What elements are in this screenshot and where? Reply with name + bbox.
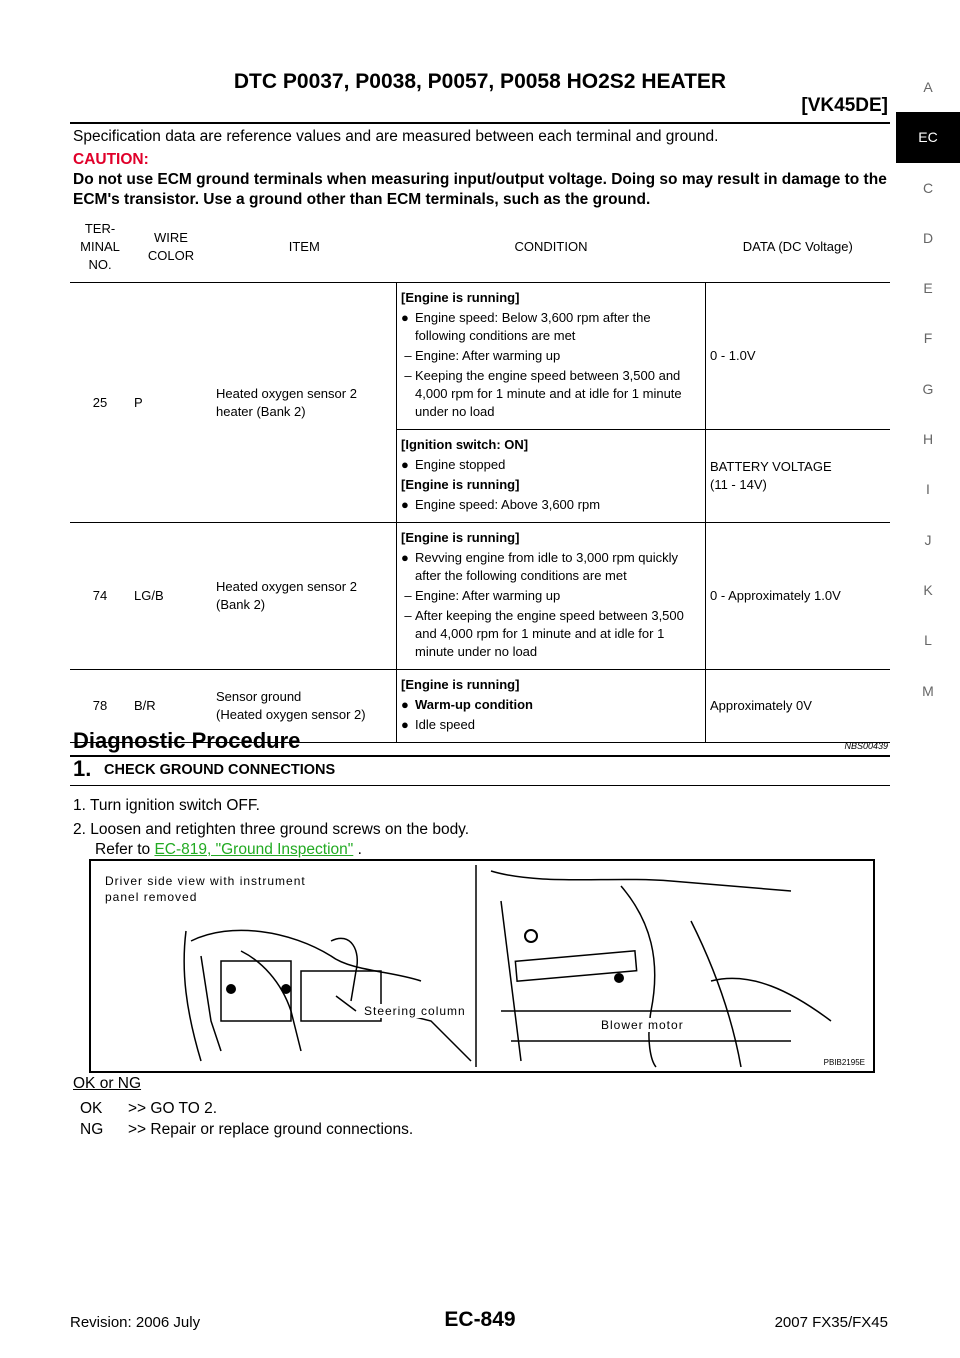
condition-heading: [Engine is running] — [401, 477, 520, 492]
condition-dash: Engine: After warming up — [415, 588, 561, 603]
figure-code: PBIB2195E — [823, 1058, 865, 1067]
refer-prefix: Refer to — [95, 841, 155, 858]
condition-bullet: Engine speed: Above 3,600 rpm — [415, 497, 601, 512]
header-terminal: TER- MINAL NO. — [70, 212, 130, 283]
condition-dash: Engine: After warming up — [415, 348, 561, 363]
page-title: DTC P0037, P0038, P0057, P0058 HO2S2 HEATER — [233, 70, 727, 93]
section-tab-j[interactable]: J — [924, 531, 932, 548]
condition-bullet: Revving engine from idle to 3,000 rpm quickly after the following conditions are met — [415, 550, 679, 583]
step-title: CHECK GROUND CONNECTIONS — [104, 762, 336, 778]
section-tab-a[interactable]: A — [923, 79, 933, 95]
terminal-cell: 74 — [70, 523, 130, 670]
result-ng: NG >> Repair or replace ground connections. — [80, 1121, 414, 1138]
section-heading: Diagnostic Procedure — [73, 728, 301, 753]
wire-cell: B/R — [130, 670, 212, 743]
condition-bullet: Engine stopped — [415, 457, 506, 472]
ground-inspection-link[interactable]: EC-819, "Ground Inspection" — [154, 841, 354, 858]
wire-cell: LG/B — [130, 523, 212, 670]
condition-heading: [Ignition switch: ON] — [401, 437, 529, 452]
figure-caption-left: Driver side view with instrument panel removed — [105, 874, 306, 904]
section-tab-l[interactable]: L — [924, 632, 932, 649]
data-cell: 0 - 1.0V — [706, 283, 891, 430]
section-code: NBS00439 — [844, 741, 888, 751]
figure-label-steering: Steering column — [364, 1004, 466, 1018]
section-tab-k[interactable]: K — [923, 581, 933, 598]
condition-cell — [397, 430, 706, 523]
dash-icon: – — [404, 368, 412, 383]
caution-text: Do not use ECM ground terminals when measuring input/output voltage. Doing so may result in damage to the ECM's transistor. Use a ground other than ECM terminals, such as the ground. — [73, 171, 887, 208]
section-tab-c[interactable]: C — [922, 179, 934, 196]
bullet-icon: ● — [401, 717, 409, 732]
condition-cell — [397, 523, 706, 670]
section-tab-m[interactable]: M — [922, 682, 934, 699]
condition-heading: [Engine is running] — [401, 530, 520, 545]
step-number: 1. — [73, 756, 92, 781]
terminal-spec-table — [70, 212, 890, 743]
table-header-row — [70, 212, 890, 283]
condition-dash: Keeping the engine speed between 3,500 and 4,000 rpm for 1 minute and at idle for 1 minute under no load — [415, 368, 682, 419]
section-tab-ec[interactable]: EC — [896, 112, 960, 162]
section-tabs — [896, 62, 960, 716]
data-cell: BATTERY VOLTAGE (11 - 14V) — [706, 430, 891, 523]
condition-cell — [397, 283, 706, 430]
result-ok: OK >> GO TO 2. — [80, 1100, 218, 1117]
bullet-icon: ● — [401, 457, 409, 472]
bullet-icon: ● — [401, 310, 409, 325]
ground-screw-icon — [281, 984, 291, 994]
intro-text: Specification data are reference values and are measured between each terminal and ground. — [73, 128, 719, 145]
item-cell: Heated oxygen sensor 2 (Bank 2) — [212, 523, 397, 670]
dash-icon: – — [404, 348, 412, 363]
section-tab-i[interactable]: I — [926, 481, 930, 498]
ground-screws-figure — [89, 859, 875, 1073]
section-rule — [70, 755, 890, 757]
list-item: 1. Turn ignition switch OFF. — [73, 797, 260, 814]
dash-icon: – — [404, 608, 412, 623]
condition-bullet: Idle speed — [415, 717, 475, 732]
item-cell: Sensor ground (Heated oxygen sensor 2) — [212, 670, 397, 743]
condition-heading: [Engine is running] — [401, 290, 520, 305]
engine-code: [VK45DE] — [801, 95, 888, 116]
result-list — [73, 1098, 413, 1140]
header-wire-color: WIRE COLOR — [130, 212, 212, 283]
section-tab-g[interactable]: G — [922, 380, 934, 397]
section-tab-d[interactable]: D — [922, 229, 934, 246]
header-rule — [70, 122, 890, 124]
terminal-cell: 78 — [70, 670, 130, 743]
list-item: 2. Loosen and retighten three ground screws on the body. Refer to EC-819, "Ground Inspection" . — [73, 821, 470, 858]
ground-screw-icon — [226, 984, 236, 994]
figure-label-blower: Blower motor — [601, 1018, 684, 1032]
table-row — [70, 283, 890, 430]
section-tab-f[interactable]: F — [923, 330, 933, 347]
caution-label: CAUTION: — [73, 151, 149, 168]
footer-model: 2007 FX35/FX45 — [774, 1314, 888, 1331]
result-heading: OK or NG — [73, 1075, 142, 1092]
step-rule — [70, 785, 890, 786]
dash-icon: – — [404, 588, 412, 603]
table-row — [70, 523, 890, 670]
bullet-icon: ● — [401, 697, 409, 712]
header-condition: CONDITION — [397, 212, 706, 283]
condition-bullet: Engine speed: Below 3,600 rpm after the following conditions are met — [415, 310, 651, 343]
bullet-icon: ● — [401, 550, 409, 565]
data-cell: 0 - Approximately 1.0V — [706, 523, 891, 670]
data-cell: Approximately 0V — [706, 670, 891, 743]
condition-dash: After keeping the engine speed between 3,500 and 4,000 rpm for 1 minute and at idle for 1 minute under no load — [415, 608, 684, 659]
item-cell: Heated oxygen sensor 2 heater (Bank 2) — [212, 283, 397, 523]
wire-cell: P — [130, 283, 212, 523]
refer-suffix: . — [353, 841, 362, 858]
condition-bullet: Warm-up condition — [415, 697, 533, 712]
section-tab-e[interactable]: E — [923, 280, 933, 297]
bullet-icon: ● — [401, 497, 409, 512]
condition-heading: [Engine is running] — [401, 677, 520, 692]
footer-revision: Revision: 2006 July — [70, 1314, 201, 1331]
header-item: ITEM — [212, 212, 397, 283]
ground-screw-icon — [614, 973, 624, 983]
condition-cell — [397, 670, 706, 743]
section-tab-h[interactable]: H — [922, 431, 934, 448]
header-data: DATA (DC Voltage) — [706, 212, 891, 283]
terminal-cell: 25 — [70, 283, 130, 523]
footer-page-number: EC-849 — [444, 1308, 516, 1331]
procedure-list — [73, 796, 469, 864]
